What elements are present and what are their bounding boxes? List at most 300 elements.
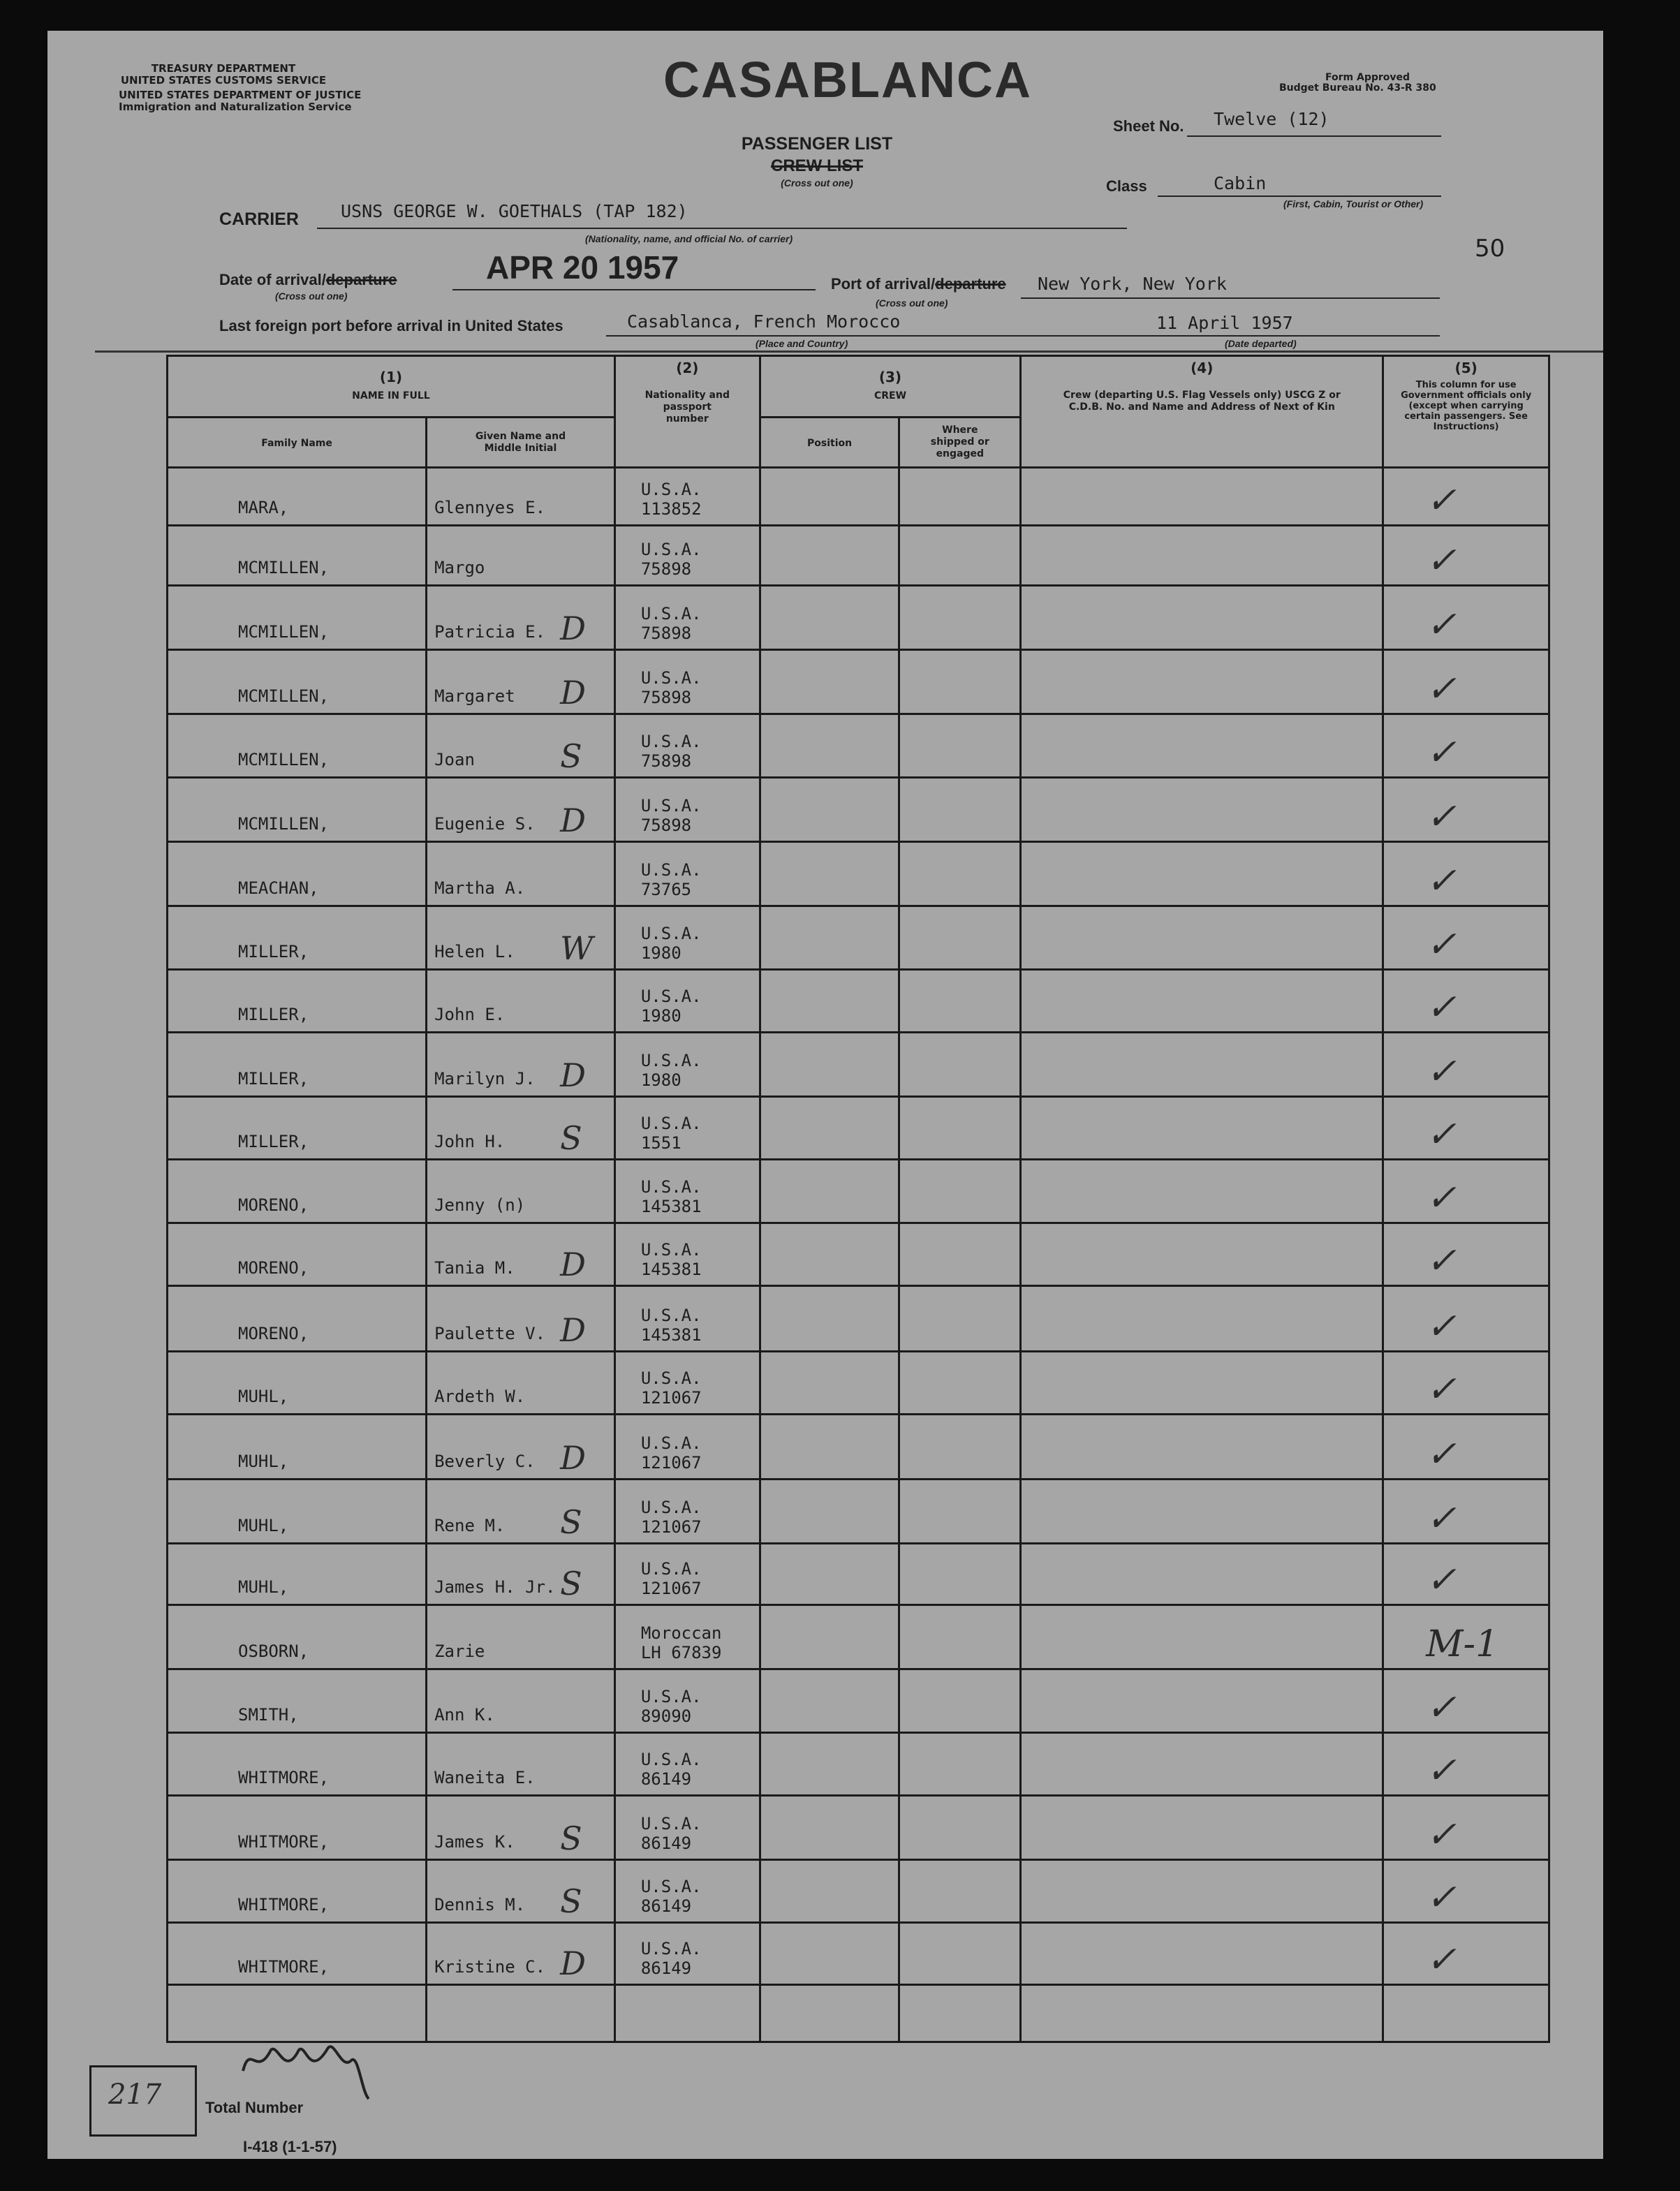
nationality-cell bbox=[614, 585, 760, 649]
passport-number: 121067 bbox=[640, 1452, 702, 1473]
table-row bbox=[168, 969, 1549, 1032]
official-check-mark: ✓ bbox=[1426, 1051, 1457, 1093]
given-name: Ardeth W. bbox=[434, 1387, 526, 1407]
nationality-cell bbox=[614, 841, 760, 906]
passport-number: 145381 bbox=[640, 1325, 702, 1345]
given-name: Eugenie S. bbox=[434, 813, 536, 834]
where-header bbox=[899, 418, 1021, 468]
table-row bbox=[168, 468, 1549, 525]
nationality: U.S.A. bbox=[640, 1433, 702, 1453]
agency-line-4: Immigration and Naturalization Service bbox=[119, 101, 352, 113]
given-name: Joan bbox=[434, 749, 475, 769]
where-shipped-cell bbox=[899, 1097, 1021, 1160]
table-row bbox=[168, 1352, 1549, 1415]
class-value: Cabin bbox=[1214, 173, 1267, 193]
official-check-mark: ✓ bbox=[1426, 860, 1457, 903]
handwritten-mark: D bbox=[560, 1056, 586, 1095]
official-check-cell bbox=[1383, 1605, 1549, 1669]
crew-info-cell bbox=[1021, 525, 1383, 585]
empty-cell bbox=[614, 1984, 760, 2042]
official-check-cell bbox=[1383, 1860, 1549, 1923]
official-check-mark: ✓ bbox=[1426, 731, 1457, 774]
col1-title: NAME IN FULL bbox=[352, 390, 430, 401]
given-name: Kristine C. bbox=[434, 1956, 546, 1977]
passport-number: 89090 bbox=[640, 1706, 692, 1726]
arrival-date-stamp: APR 20 1957 bbox=[486, 249, 679, 286]
table-row bbox=[168, 714, 1549, 777]
where-header-label: Where shipped or engaged bbox=[930, 425, 989, 460]
col3-header bbox=[760, 356, 1021, 418]
family-name-cell bbox=[168, 1860, 427, 1923]
official-check-cell bbox=[1383, 525, 1549, 585]
class-hint: (First, Cabin, Tourist or Other) bbox=[1283, 198, 1424, 209]
col4-header bbox=[1021, 356, 1383, 468]
official-check-mark: ✓ bbox=[1426, 795, 1457, 838]
passport-number: 75898 bbox=[640, 559, 692, 579]
port-value: New York, New York bbox=[1038, 274, 1227, 294]
nationality: U.S.A. bbox=[640, 1497, 702, 1517]
official-check-cell bbox=[1383, 969, 1549, 1032]
given-name-cell bbox=[427, 585, 615, 649]
col1-number: (1) bbox=[379, 368, 403, 385]
nationality: U.S.A. bbox=[640, 1051, 702, 1071]
where-shipped-cell bbox=[899, 906, 1021, 969]
nationality-cell bbox=[614, 1860, 760, 1923]
where-shipped-cell bbox=[899, 1479, 1021, 1543]
given-name: Glennyes E. bbox=[434, 497, 546, 517]
crew-info-cell bbox=[1021, 1097, 1383, 1160]
crew-info-cell bbox=[1021, 1415, 1383, 1479]
family-name-cell bbox=[168, 468, 427, 525]
col2-header bbox=[614, 356, 760, 468]
handwritten-initials bbox=[222, 2022, 432, 2106]
official-check-cell bbox=[1383, 1415, 1549, 1479]
given-name: Martha A. bbox=[434, 878, 526, 899]
passport-number: 86149 bbox=[640, 1958, 692, 1978]
table-row bbox=[168, 1923, 1549, 1984]
family-name: MUHL, bbox=[238, 1577, 289, 1598]
handwritten-mark: S bbox=[560, 1882, 582, 1921]
table-row bbox=[168, 906, 1549, 969]
where-shipped-cell bbox=[899, 468, 1021, 525]
passport-number: 73765 bbox=[640, 880, 692, 900]
given-name-cell bbox=[427, 1032, 615, 1096]
where-shipped-cell bbox=[899, 1923, 1021, 1984]
nationality-cell bbox=[614, 1032, 760, 1096]
where-shipped-cell bbox=[899, 1160, 1021, 1223]
position-cell bbox=[760, 1160, 899, 1223]
handwritten-mark: S bbox=[560, 1565, 582, 1603]
handwritten-mark: D bbox=[560, 1245, 586, 1283]
family-name: MARA, bbox=[238, 497, 289, 517]
crew-list-struck: CREW LIST bbox=[771, 156, 863, 175]
nationality-cell bbox=[614, 714, 760, 777]
empty-cell bbox=[1021, 1984, 1383, 2042]
given-name-cell bbox=[427, 906, 615, 969]
family-name-cell bbox=[168, 1605, 427, 1669]
given-name: Rene M. bbox=[434, 1515, 506, 1535]
given-name-cell bbox=[427, 650, 615, 714]
table-row bbox=[168, 1097, 1549, 1160]
document-page bbox=[47, 31, 1603, 2159]
nationality-cell bbox=[614, 1669, 760, 1732]
nationality-cell bbox=[614, 1223, 760, 1285]
crew-info-cell bbox=[1021, 1479, 1383, 1543]
table-row bbox=[168, 1032, 1549, 1096]
given-name-cell bbox=[427, 1479, 615, 1543]
given-name-cell bbox=[427, 1605, 615, 1669]
passport-number: 145381 bbox=[640, 1259, 702, 1279]
position-cell bbox=[760, 841, 899, 906]
given-name-cell bbox=[427, 1415, 615, 1479]
family-name-header-label: Family Name bbox=[261, 437, 332, 449]
crew-info-cell bbox=[1021, 1605, 1383, 1669]
family-name: MCMILLEN, bbox=[238, 813, 330, 834]
nationality: U.S.A. bbox=[640, 479, 702, 499]
official-check-cell bbox=[1383, 841, 1549, 906]
nationality: U.S.A. bbox=[640, 1938, 702, 1958]
given-name: Dennis M. bbox=[434, 1895, 526, 1915]
nationality: U.S.A. bbox=[640, 604, 702, 624]
nationality-cell bbox=[614, 650, 760, 714]
position-cell bbox=[760, 777, 899, 841]
passport-number: 86149 bbox=[640, 1896, 692, 1917]
handwritten-mark: D bbox=[560, 801, 586, 839]
given-name-cell bbox=[427, 1795, 615, 1859]
table-row bbox=[168, 1669, 1549, 1732]
given-name: Patricia E. bbox=[434, 622, 546, 642]
date-departed-hint: (Date departed) bbox=[1225, 338, 1297, 349]
passport-number: 121067 bbox=[640, 1517, 702, 1537]
family-name-cell bbox=[168, 1669, 427, 1732]
table-row bbox=[168, 841, 1549, 906]
handwritten-mark: D bbox=[560, 1311, 586, 1350]
family-name: SMITH, bbox=[238, 1704, 299, 1725]
last-port-label: Last foreign port before arrival in United States bbox=[219, 317, 563, 334]
col1-header bbox=[168, 356, 615, 418]
empty-cell bbox=[1383, 1984, 1549, 2042]
form-approved-block bbox=[1279, 73, 1436, 94]
crew-info-cell bbox=[1021, 1732, 1383, 1795]
nationality-cell bbox=[614, 525, 760, 585]
arrival-struck: departure bbox=[325, 271, 397, 288]
nationality-cell bbox=[614, 1543, 760, 1604]
family-name: MCMILLEN, bbox=[238, 686, 330, 707]
given-name: Beverly C. bbox=[434, 1451, 536, 1471]
passport-number: 121067 bbox=[640, 1579, 702, 1599]
handwritten-mark: D bbox=[560, 610, 586, 648]
official-check-mark: ✓ bbox=[1426, 1497, 1457, 1540]
given-name-cell bbox=[427, 1543, 615, 1604]
nationality: U.S.A. bbox=[640, 668, 702, 688]
where-shipped-cell bbox=[899, 969, 1021, 1032]
table-row bbox=[168, 1543, 1549, 1604]
position-cell bbox=[760, 585, 899, 649]
last-port-hint: (Place and Country) bbox=[756, 338, 848, 349]
nationality-cell bbox=[614, 1605, 760, 1669]
nationality: U.S.A. bbox=[640, 1114, 702, 1134]
official-check-cell bbox=[1383, 1285, 1549, 1351]
passport-number: 1980 bbox=[640, 1005, 681, 1026]
family-name: OSBORN, bbox=[238, 1642, 309, 1662]
crew-info-cell bbox=[1021, 1160, 1383, 1223]
position-cell bbox=[760, 1860, 899, 1923]
passport-number: LH 67839 bbox=[640, 1643, 722, 1663]
col3-title: CREW bbox=[874, 390, 907, 401]
given-name-cell bbox=[427, 1097, 615, 1160]
position-cell bbox=[760, 1285, 899, 1351]
family-name-cell bbox=[168, 1160, 427, 1223]
position-cell bbox=[760, 1669, 899, 1732]
position-cell bbox=[760, 525, 899, 585]
family-name-cell bbox=[168, 1285, 427, 1351]
official-check-cell bbox=[1383, 714, 1549, 777]
port-cross-note: (Cross out one) bbox=[876, 297, 948, 309]
handwritten-mark: S bbox=[560, 1820, 582, 1858]
crew-info-cell bbox=[1021, 650, 1383, 714]
given-name-cell bbox=[427, 969, 615, 1032]
family-name-cell bbox=[168, 841, 427, 906]
crew-info-cell bbox=[1021, 1223, 1383, 1285]
position-cell bbox=[760, 468, 899, 525]
family-name-cell bbox=[168, 525, 427, 585]
cross-out-note: (Cross out one) bbox=[781, 177, 853, 189]
official-check-mark: ✓ bbox=[1426, 1686, 1457, 1729]
where-shipped-cell bbox=[899, 1032, 1021, 1096]
official-check-cell bbox=[1383, 777, 1549, 841]
total-label: Total Number bbox=[205, 2099, 304, 2116]
crew-info-cell bbox=[1021, 841, 1383, 906]
official-check-mark: ✓ bbox=[1426, 1239, 1457, 1282]
table-row bbox=[168, 525, 1549, 585]
given-name-cell bbox=[427, 1923, 615, 1984]
passport-number: 86149 bbox=[640, 1834, 692, 1854]
family-name: MCMILLEN, bbox=[238, 557, 330, 577]
col2-number: (2) bbox=[676, 360, 699, 376]
family-name-cell bbox=[168, 1032, 427, 1096]
col5-number: (5) bbox=[1454, 360, 1478, 376]
crew-info-cell bbox=[1021, 1923, 1383, 1984]
given-name: Marilyn J. bbox=[434, 1069, 536, 1089]
crew-info-cell bbox=[1021, 1032, 1383, 1096]
official-check-cell bbox=[1383, 1795, 1549, 1859]
where-shipped-cell bbox=[899, 1860, 1021, 1923]
passport-number: 75898 bbox=[640, 624, 692, 644]
family-name-header bbox=[168, 418, 427, 468]
given-name-cell bbox=[427, 468, 615, 525]
given-name-cell bbox=[427, 525, 615, 585]
given-name-header-label: Given Name and Middle Initial bbox=[475, 430, 566, 454]
nationality-cell bbox=[614, 1732, 760, 1795]
list-title: PASSENGER LIST bbox=[741, 134, 893, 154]
family-name-cell bbox=[168, 1415, 427, 1479]
handwritten-mark: S bbox=[560, 1503, 582, 1541]
arrival-label-text: Date of arrival/ bbox=[219, 271, 326, 288]
sheet-value: Twelve (12) bbox=[1214, 109, 1329, 129]
class-label: Class bbox=[1106, 177, 1147, 195]
given-name: Margo bbox=[434, 557, 485, 577]
family-name-cell bbox=[168, 1923, 427, 1984]
nationality: U.S.A. bbox=[640, 860, 702, 880]
nationality-cell bbox=[614, 1795, 760, 1859]
col3-number: (3) bbox=[878, 368, 902, 385]
agency-block bbox=[119, 62, 362, 113]
crew-info-cell bbox=[1021, 906, 1383, 969]
given-name: Margaret bbox=[434, 686, 515, 707]
table-row bbox=[168, 1605, 1549, 1669]
position-cell bbox=[760, 1795, 899, 1859]
family-name: MILLER, bbox=[238, 1004, 309, 1024]
family-name: MCMILLEN, bbox=[238, 622, 330, 642]
nationality: U.S.A. bbox=[640, 1877, 702, 1897]
family-name-cell bbox=[168, 969, 427, 1032]
position-cell bbox=[760, 1923, 899, 1984]
passenger-table bbox=[166, 355, 1550, 2043]
table-row bbox=[168, 1160, 1549, 1223]
nationality: U.S.A. bbox=[640, 986, 702, 1006]
given-name-cell bbox=[427, 1860, 615, 1923]
empty-cell bbox=[427, 1984, 615, 2042]
family-name: MILLER, bbox=[238, 1132, 309, 1152]
nationality: U.S.A. bbox=[640, 731, 702, 751]
passport-number: 145381 bbox=[640, 1196, 702, 1216]
position-cell bbox=[760, 1032, 899, 1096]
given-name-cell bbox=[427, 777, 615, 841]
family-name: MUHL, bbox=[238, 1515, 289, 1535]
official-check-cell bbox=[1383, 468, 1549, 525]
nationality-cell bbox=[614, 468, 760, 525]
where-shipped-cell bbox=[899, 777, 1021, 841]
nationality-cell bbox=[614, 1352, 760, 1415]
family-name-cell bbox=[168, 1795, 427, 1859]
position-cell bbox=[760, 1605, 899, 1669]
carrier-label: CARRIER bbox=[219, 209, 299, 229]
official-check-mark: ✓ bbox=[1426, 1306, 1457, 1348]
where-shipped-cell bbox=[899, 1223, 1021, 1285]
table-row bbox=[168, 1285, 1549, 1351]
arrival-label bbox=[219, 271, 397, 289]
family-name-cell bbox=[168, 906, 427, 969]
official-check-mark: ✓ bbox=[1426, 1938, 1457, 1981]
official-check-mark: ✓ bbox=[1426, 1877, 1457, 1919]
official-check-mark: ✓ bbox=[1426, 1369, 1457, 1411]
handwritten-mark: D bbox=[560, 1944, 586, 1982]
given-name-cell bbox=[427, 1669, 615, 1732]
passenger-rows bbox=[168, 468, 1549, 2042]
table-row bbox=[168, 1795, 1549, 1859]
empty-cell bbox=[760, 1984, 899, 2042]
official-check-mark: ✓ bbox=[1426, 1433, 1457, 1475]
given-name-cell bbox=[427, 1352, 615, 1415]
table-row bbox=[168, 1860, 1549, 1923]
where-shipped-cell bbox=[899, 585, 1021, 649]
where-shipped-cell bbox=[899, 1795, 1021, 1859]
nationality: U.S.A. bbox=[640, 1176, 702, 1197]
official-check-mark: ✓ bbox=[1426, 1559, 1457, 1602]
form-approved: Form Approved bbox=[1325, 72, 1410, 83]
position-cell bbox=[760, 906, 899, 969]
col2-title: Nationality and passport number bbox=[644, 390, 730, 425]
port-stamp: CASABLANCA bbox=[663, 52, 1032, 108]
position-cell bbox=[760, 969, 899, 1032]
position-cell bbox=[760, 650, 899, 714]
nationality: U.S.A. bbox=[640, 1306, 702, 1326]
family-name: WHITMORE, bbox=[238, 1767, 330, 1787]
passport-number: 75898 bbox=[640, 751, 692, 771]
official-check-cell bbox=[1383, 1352, 1549, 1415]
official-check-mark: ✓ bbox=[1426, 1176, 1457, 1219]
family-name: MORENO, bbox=[238, 1257, 309, 1278]
official-check-cell bbox=[1383, 1669, 1549, 1732]
arrival-cross-note: (Cross out one) bbox=[275, 290, 348, 302]
nationality: U.S.A. bbox=[640, 923, 702, 943]
official-check-mark: ✓ bbox=[1426, 1814, 1457, 1857]
crew-info-cell bbox=[1021, 1352, 1383, 1415]
nationality: U.S.A. bbox=[640, 1686, 702, 1706]
crew-info-cell bbox=[1021, 1543, 1383, 1604]
family-name-cell bbox=[168, 1223, 427, 1285]
nationality-cell bbox=[614, 1097, 760, 1160]
carrier-value: USNS GEORGE W. GOETHALS (TAP 182) bbox=[341, 201, 688, 221]
where-shipped-cell bbox=[899, 841, 1021, 906]
nationality: U.S.A. bbox=[640, 1814, 702, 1834]
official-check-cell bbox=[1383, 1223, 1549, 1285]
nationality-cell bbox=[614, 1285, 760, 1351]
given-name: Zarie bbox=[434, 1642, 485, 1662]
given-name-cell bbox=[427, 1285, 615, 1351]
where-shipped-cell bbox=[899, 1285, 1021, 1351]
position-cell bbox=[760, 1097, 899, 1160]
nationality: U.S.A. bbox=[640, 1239, 702, 1260]
sheet-label: Sheet No. bbox=[1113, 117, 1184, 135]
given-name: John E. bbox=[434, 1004, 506, 1024]
passport-number: 86149 bbox=[640, 1769, 692, 1789]
official-check-mark: ✓ bbox=[1426, 1114, 1457, 1156]
given-name: Paulette V. bbox=[434, 1324, 546, 1344]
passport-number: 1980 bbox=[640, 1070, 681, 1091]
agency-line-2: UNITED STATES CUSTOMS SERVICE bbox=[120, 74, 327, 87]
total-box-value: 217 bbox=[108, 2079, 162, 2111]
family-name-cell bbox=[168, 650, 427, 714]
where-shipped-cell bbox=[899, 525, 1021, 585]
nationality-cell bbox=[614, 906, 760, 969]
port-label bbox=[831, 275, 1006, 293]
family-name: MORENO, bbox=[238, 1324, 309, 1344]
family-name: MILLER, bbox=[238, 941, 309, 961]
nationality-cell bbox=[614, 1479, 760, 1543]
where-shipped-cell bbox=[899, 1543, 1021, 1604]
handwritten-mark: S bbox=[560, 1119, 582, 1158]
official-check-cell bbox=[1383, 1543, 1549, 1604]
where-shipped-cell bbox=[899, 1669, 1021, 1732]
crew-info-cell bbox=[1021, 1285, 1383, 1351]
family-name: MEACHAN, bbox=[238, 878, 319, 899]
given-name: James K. bbox=[434, 1832, 515, 1852]
budget-bureau: Budget Bureau No. 43-R 380 bbox=[1279, 82, 1436, 94]
family-name: MUHL, bbox=[238, 1387, 289, 1407]
given-name: John H. bbox=[434, 1132, 506, 1152]
given-name: Helen L. bbox=[434, 941, 515, 961]
position-cell bbox=[760, 1479, 899, 1543]
table-row bbox=[168, 650, 1549, 714]
empty-cell bbox=[899, 1984, 1021, 2042]
where-shipped-cell bbox=[899, 1415, 1021, 1479]
total-box bbox=[89, 2065, 197, 2137]
official-check-cell bbox=[1383, 1923, 1549, 1984]
passport-number: 1980 bbox=[640, 943, 681, 963]
official-check-mark: ✓ bbox=[1426, 604, 1457, 647]
family-name: MUHL, bbox=[238, 1451, 289, 1471]
